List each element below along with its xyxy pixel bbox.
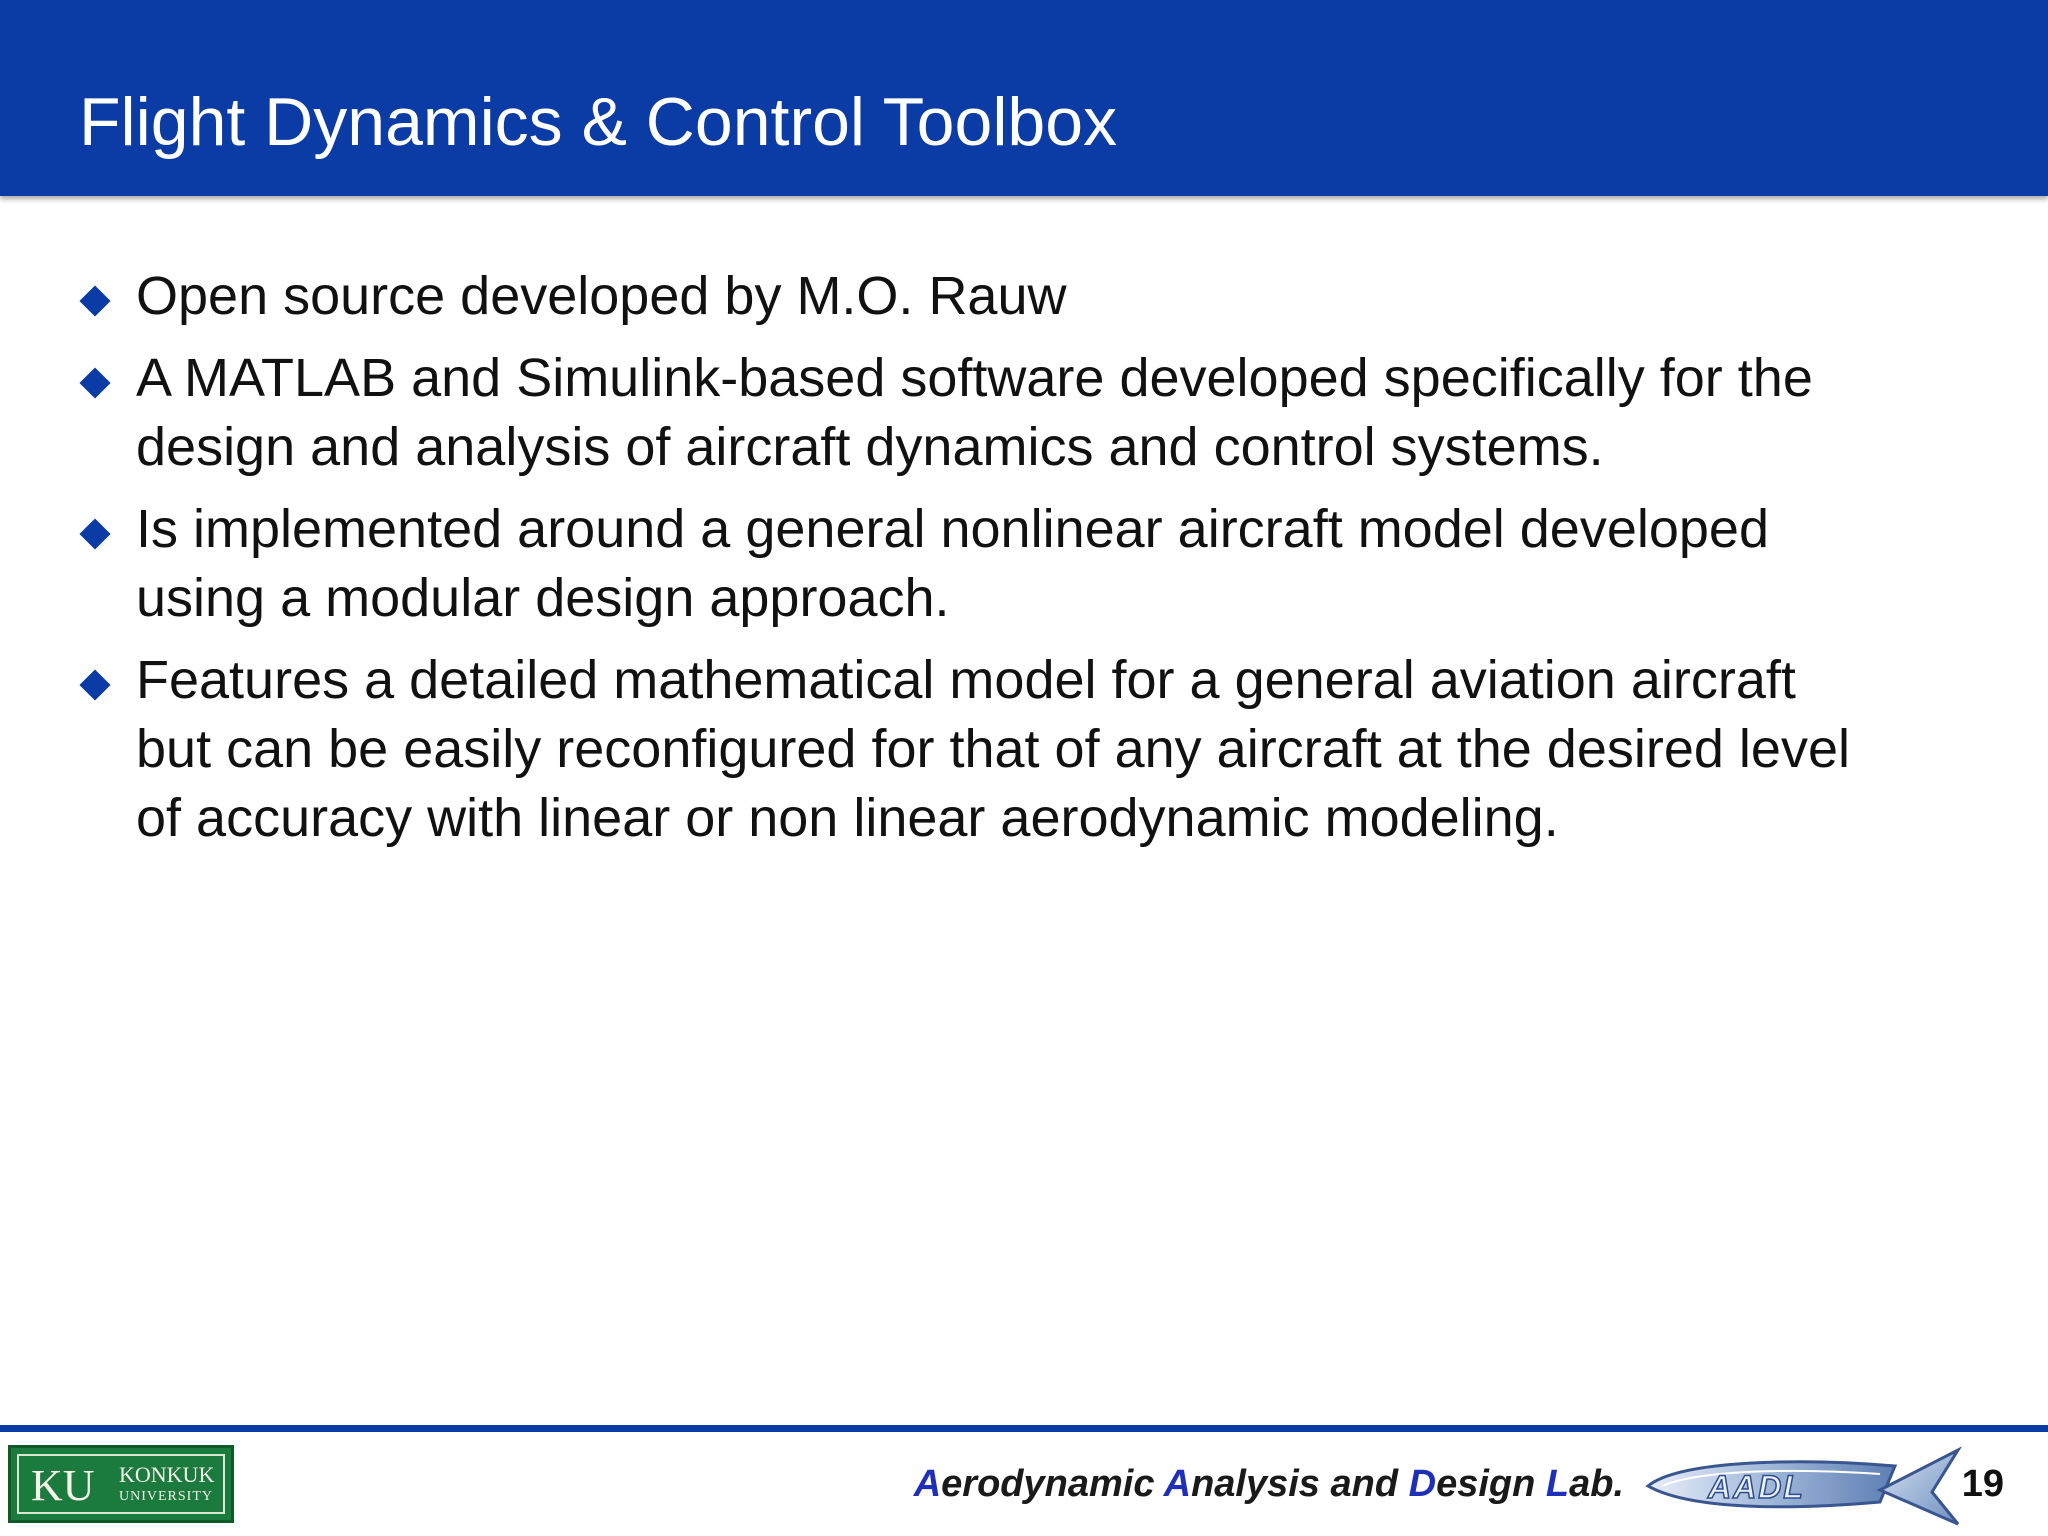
lab-initial: D [1408, 1463, 1437, 1505]
bullet-line: of accuracy with linear or non linear aerodynamic modeling. [136, 788, 1559, 848]
logo-arrow [1880, 1450, 1958, 1524]
logo-text: AADL [1708, 1469, 1805, 1505]
lab-word: esign [1436, 1463, 1546, 1505]
lab-initial: A [1163, 1463, 1192, 1505]
page-number: 19 [1961, 1463, 2004, 1505]
diamond-bullet-icon [79, 285, 110, 316]
bullet-item [80, 262, 1980, 331]
konkuk-university-logo [8, 1445, 234, 1523]
bullet-line: design and analysis of aircraft dynamics and control systems. [136, 417, 1604, 477]
footer-rule [0, 1425, 2048, 1432]
diamond-bullet-icon [79, 669, 110, 700]
bullet-line: Is implemented around a general nonlinear aircraft model developed [136, 499, 1769, 559]
bullet-line: using a modular design approach. [136, 568, 950, 628]
lab-name [914, 1462, 1624, 1506]
bullet-line: A MATLAB and Simulink-based software developed specifically for the [136, 348, 1813, 408]
logo-name: KONKUK [119, 1462, 215, 1487]
logo-mark: KU [31, 1461, 95, 1510]
bullet-line: Open source developed by M.O. Rauw [136, 266, 1067, 326]
diamond-bullet-icon [79, 367, 110, 398]
lab-word: erodynamic [941, 1463, 1164, 1505]
lab-word: ab. [1569, 1463, 1624, 1505]
diamond-bullet-icon [79, 518, 110, 549]
lab-initial: A [913, 1463, 942, 1505]
logo-subtitle: UNIVERSITY [119, 1489, 213, 1504]
bullet-line: Features a detailed mathematical model for a general aviation aircraft [136, 650, 1796, 710]
slide-title: Flight Dynamics & Control Toolbox [79, 84, 1118, 160]
aadl-logo [1640, 1440, 1970, 1530]
bullet-list [80, 262, 1980, 866]
lab-word: nalysis and [1191, 1463, 1409, 1505]
bullet-item [80, 646, 1980, 853]
bullet-line: but can be easily reconfigured for that of any aircraft at the desired level [136, 719, 1850, 779]
bullet-item [80, 344, 1980, 482]
bullet-item [80, 495, 1980, 633]
lab-initial: L [1545, 1463, 1570, 1505]
